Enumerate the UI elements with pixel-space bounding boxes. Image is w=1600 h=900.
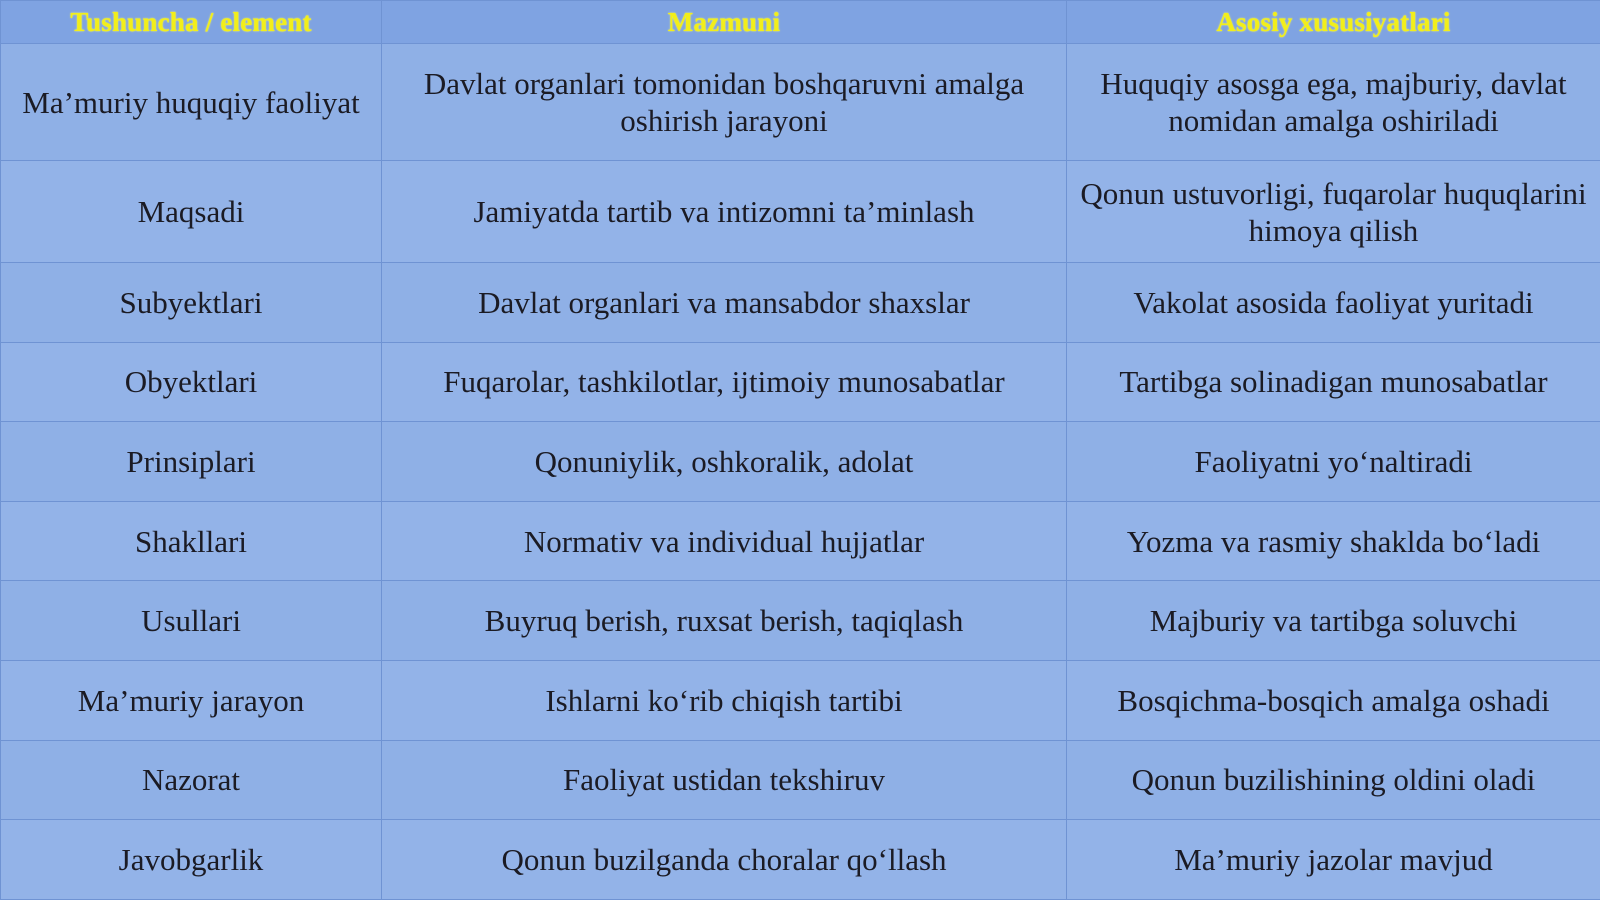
cell-concept: Shakllari [1,501,382,581]
cell-concept: Ma’muriy huquqiy faoliyat [1,44,382,161]
cell-content: Qonun buzilganda choralar qo‘llash [382,820,1067,900]
table-row [1,342,1600,422]
table-row [1,161,1600,263]
header-features: Asosiy xususiyatlari [1067,1,1600,44]
cell-features: Qonun ustuvorligi, fuqarolar huquqlarini himoya qilish [1067,161,1600,263]
header-content: Mazmuni [382,1,1067,44]
cell-concept: Prinsiplari [1,422,382,502]
cell-concept: Subyektlari [1,263,382,343]
cell-features: Ma’muriy jazolar mavjud [1067,820,1600,900]
cell-content: Davlat organlari va mansabdor shaxslar [382,263,1067,343]
cell-content: Fuqarolar, tashkilotlar, ijtimoiy munosabatlar [382,342,1067,422]
table-row [1,44,1600,161]
cell-content: Faoliyat ustidan tekshiruv [382,740,1067,820]
cell-concept: Maqsadi [1,161,382,263]
table-row [1,740,1600,820]
cell-concept: Javobgarlik [1,820,382,900]
header-concept: Tushuncha / element [1,1,382,44]
cell-content: Jamiyatda tartib va intizomni ta’minlash [382,161,1067,263]
table-row [1,660,1600,740]
cell-content: Davlat organlari tomonidan boshqaruvni amalga oshirish jarayoni [382,44,1067,161]
table-row [1,820,1600,900]
cell-content: Normativ va individual hujjatlar [382,501,1067,581]
cell-features: Vakolat asosida faoliyat yuritadi [1067,263,1600,343]
cell-content: Qonuniylik, oshkoralik, adolat [382,422,1067,502]
cell-features: Faoliyatni yo‘naltiradi [1067,422,1600,502]
cell-features: Yozma va rasmiy shaklda bo‘ladi [1067,501,1600,581]
cell-features: Huquqiy asosga ega, majburiy, davlat nomidan amalga oshiriladi [1067,44,1600,161]
header-row [1,1,1600,44]
cell-concept: Obyektlari [1,342,382,422]
cell-features: Tartibga solinadigan munosabatlar [1067,342,1600,422]
table-row [1,422,1600,502]
cell-features: Qonun buzilishining oldini oladi [1067,740,1600,820]
cell-content: Ishlarni ko‘rib chiqish tartibi [382,660,1067,740]
table-row [1,263,1600,343]
table-row [1,581,1600,661]
cell-concept: Nazorat [1,740,382,820]
cell-features: Majburiy va tartibga soluvchi [1067,581,1600,661]
table-row [1,501,1600,581]
cell-concept: Usullari [1,581,382,661]
cell-concept: Ma’muriy jarayon [1,660,382,740]
cell-features: Bosqichma-bosqich amalga oshadi [1067,660,1600,740]
cell-content: Buyruq berish, ruxsat berish, taqiqlash [382,581,1067,661]
